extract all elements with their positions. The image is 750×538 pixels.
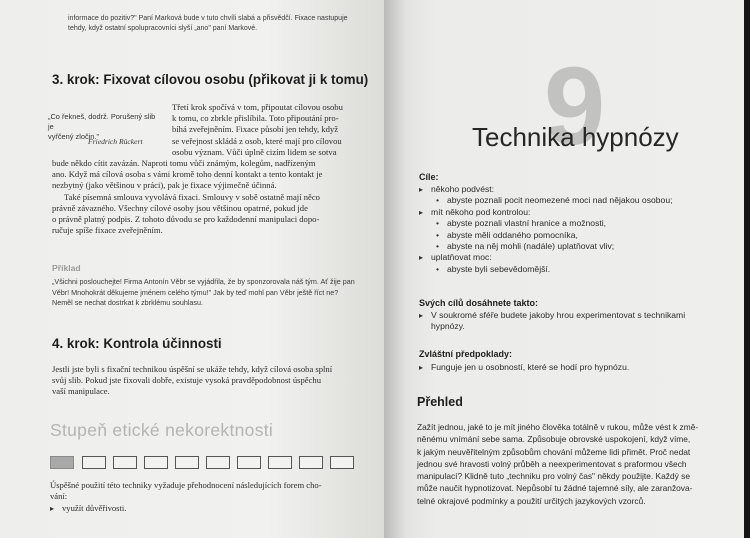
paragraph-line: osobu význam. Vůči úplně cizím lidem se sotva — [172, 146, 337, 157]
own-goals-heading: Svých cílů dosáhnete takto: — [419, 298, 539, 308]
chapter-number: 9 — [544, 45, 606, 168]
ethics-heading: Stupeň etické nekorektnosti — [50, 420, 274, 440]
paragraph-line: bíhá zveřejněním. Fixace působí jen tehdy, když — [172, 124, 339, 135]
goal-subitem: • abyste poznali pocit neomezené moci nad nějakou osobou; — [419, 195, 739, 206]
intro-line: tehdy, když ostatní spolupracovníci slyší „ano" paní Markové. — [68, 24, 258, 32]
step3-heading: 3. krok: Fixovat cílovou osobu (přikovat ji k tomu) — [52, 72, 369, 87]
ethics-bullet: ▸ využít důvěřivosti. — [50, 503, 384, 514]
paragraph-line: ručuje spíše fixace zveřejněním. — [52, 225, 163, 236]
quote-author: Friedrich Rückert — [88, 137, 143, 146]
goal-subitem: • abyste na něj mohli (nadále) uplatňovat vliv; — [419, 241, 739, 252]
goal-subitem: • abyste poznali vlastní hranice a možnosti, — [419, 218, 739, 229]
step4-paragraph — [52, 364, 368, 398]
paragraph-line: k tomu, co zbrkle přislíbila. Toto připoutání pro- — [172, 113, 339, 124]
prerequisites-heading: Zvláštní předpoklady: — [419, 349, 513, 359]
scale-box — [330, 456, 354, 469]
scale-box — [113, 456, 137, 469]
goal-item: ▸ někoho podvést: — [419, 184, 739, 195]
scale-box — [206, 456, 230, 469]
goal-item: ▸ uplatňovat moc: — [419, 252, 739, 263]
paragraph-line: bude někdo cítit zavázán. Naproti tomu vůči známým, kolegům, nadřízeným — [52, 158, 316, 168]
example-line: Věbr! Mnohokrát děkujeme jménem celého týmu!" Jak by teď mohl pan Věbr ještě říct ne? — [52, 287, 339, 297]
paragraph-line: o právně platný podpis. Z tohoto důvodu se pro každodenní manipulaci dopo- — [52, 214, 320, 225]
scale-box — [175, 456, 199, 469]
overview-line: může naučit hypnotizovat. Nepůsobí tu žádné tajemné síly, ale zaranžova- — [417, 483, 693, 494]
prerequisites-item: ▸ Funguje jen u osobností, které se hodí pro hypnózu. — [419, 362, 750, 373]
paragraph-line: svůj slib. Pokud jste fixovali dobře, existuje vysoká pravděpodobnost úspěchu — [52, 375, 321, 386]
example-text — [52, 277, 372, 309]
goals-list — [419, 184, 739, 275]
scale-box — [237, 456, 261, 469]
example-line: Neměl se nechat dostrkat k zbrklému souhlasu. — [52, 298, 204, 307]
right-page — [384, 0, 750, 538]
paragraph-line: Také písemná smlouva vyvolává fixaci. Smlouvy v sobě ostatně mají něco — [64, 191, 320, 202]
overview-line: něnému vnímání sebe sama. Způsobuje obrovské uspokojení, když víme, — [417, 434, 691, 445]
paragraph-line: vání: — [50, 491, 68, 502]
intro-text — [68, 14, 378, 33]
goal-subitem: • abyste měli oddaného pomocníka, — [419, 230, 739, 241]
scale-box — [82, 456, 106, 469]
step3-paragraph-rest — [52, 158, 368, 236]
overview-heading: Přehled — [417, 395, 463, 409]
paragraph-line: nezbytný (jako většinou v práci), pak je fixace výjimečně účinná. — [52, 180, 277, 191]
paragraph-line: se veřejnost skládá z osob, které mají pro cílovou — [172, 135, 342, 146]
quote-line: „Co řekneš, dodrž. Porušený slib je — [48, 112, 156, 131]
own-goals-text — [419, 310, 744, 333]
own-goals-line: hypnózy. — [431, 321, 465, 332]
scale-box — [268, 456, 292, 469]
goal-item: ▸ mít někoho pod kontrolou: — [419, 207, 739, 218]
overview-line: k jakým neuvěřitelným způsobům chování můžeme lidi přimět. Proč nedat — [417, 446, 691, 457]
paragraph-line: Úspěšné použití této techniky vyžaduje přehodnocení následujících forem cho- — [50, 480, 322, 490]
paragraph-line: Třetí krok spočívá v tom, připoutat cílovou osobu — [172, 102, 343, 112]
example-line: „Všichni poslouchejte! Firma Antonín Věbr se vyjádřila, že by sponzorovala náš tým. Ať žije pan — [52, 277, 355, 286]
example-title: Příklad — [52, 263, 81, 273]
overview-line: telné okrajové podmínky a použití určitých jazykových vzorců. — [417, 495, 646, 506]
paragraph-line: Jestli jste byli s fixační technikou úspěšní se ukáže tehdy, když cílová osoba splní — [52, 364, 333, 374]
overview-line: Zažít jednou, jaké to je mít jiného člověka totálně v rukou, může vést k změ- — [417, 422, 699, 432]
scan-edge — [744, 0, 750, 538]
chapter-title: Technika hypnózy — [472, 122, 679, 152]
ethics-text — [50, 480, 368, 502]
overview-line: jednou své hravosti volný průběh a neexperimentovat s praformou všech — [417, 458, 687, 469]
goals-heading: Cíle: — [419, 172, 439, 182]
paragraph-line: právně závazného. Všechny cílové osoby jsou většinou opatrné, pokud jde — [52, 202, 308, 213]
overview-line: manipulací? Klidně tuto „techniku pro volný čas" někdy použijte. Každý se — [417, 471, 690, 482]
paragraph-line: vaší manipulace. — [52, 386, 110, 397]
own-goals-line: ▸ V soukromé sféře budete jakoby hrou experimentovat s technikami — [419, 310, 744, 321]
scale-box — [144, 456, 168, 469]
quote-line: vyřčený zločin." — [48, 131, 100, 141]
intro-line: informace do pozitiv?" Paní Marková bude v tuto chvíli slabá a přisvědčí. Fixace nastupuje — [68, 15, 348, 22]
step4-heading: 4. krok: Kontrola účinnosti — [52, 336, 222, 351]
paragraph-line: ano. Když má cílová osoba s vámi kromě toho denní kontakt a tento kontakt je — [52, 169, 323, 180]
step3-paragraph-intro — [172, 102, 368, 158]
scale-box — [299, 456, 323, 469]
overview-text — [417, 421, 742, 507]
goal-subitem: • abyste byli sebevědomější. — [419, 264, 739, 275]
scale-box-filled — [50, 456, 74, 469]
